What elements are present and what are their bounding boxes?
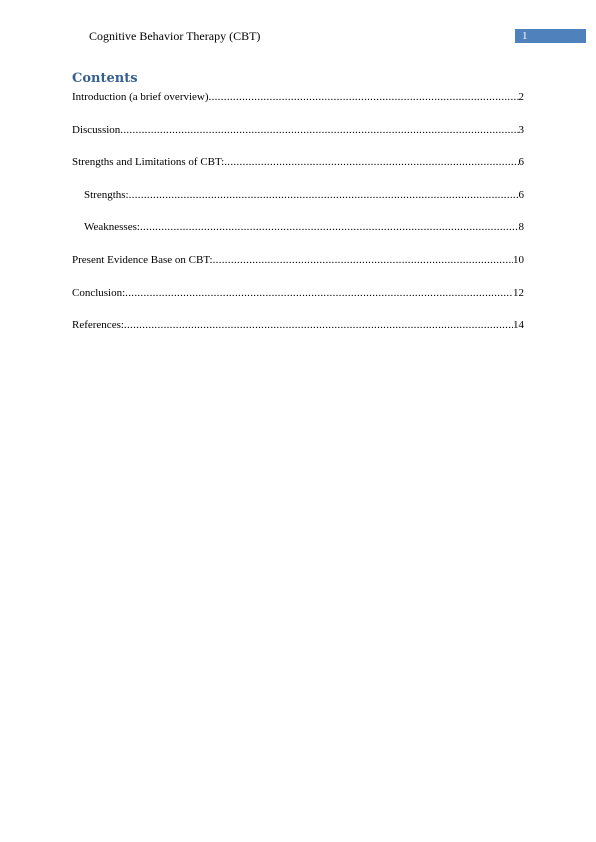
toc-entry-conclusion[interactable] (72, 286, 524, 301)
toc-entry-label: Strengths: (84, 188, 129, 201)
toc-entry-page: 6 (518, 188, 524, 201)
table-of-contents (72, 90, 524, 351)
header-title: Cognitive Behavior Therapy (CBT) (89, 29, 261, 43)
toc-entry-label: Present Evidence Base on CBT: (72, 253, 213, 266)
toc-entry-introduction[interactable] (72, 90, 524, 105)
toc-entry-references[interactable] (72, 318, 524, 333)
toc-entry-label: Weaknesses: (84, 221, 140, 234)
toc-entry-page: 12 (513, 286, 524, 299)
toc-dot-leader (213, 253, 513, 268)
toc-entry-page: 8 (518, 221, 524, 234)
toc-entry-page: 10 (513, 253, 524, 266)
toc-entry-discussion[interactable] (72, 123, 524, 138)
toc-entry-page: 3 (518, 123, 524, 136)
toc-dot-leader (120, 123, 518, 138)
toc-dot-leader (209, 90, 519, 105)
toc-dot-leader (124, 318, 513, 333)
toc-entry-label: Introduction (a brief overview) (72, 91, 209, 103)
toc-dot-leader (224, 155, 518, 170)
toc-entry-label: Strengths and Limitations of CBT: (72, 156, 225, 169)
toc-entry-label: Discussion (72, 123, 121, 136)
toc-entry-weaknesses[interactable] (72, 220, 524, 235)
toc-heading: Contents (72, 71, 138, 86)
toc-entry-page: 2 (518, 91, 524, 103)
page-number-badge: 1 (515, 29, 586, 43)
toc-dot-leader (129, 188, 519, 203)
toc-entry-label: Conclusion: (72, 286, 126, 299)
toc-entry-page: 14 (513, 319, 524, 332)
toc-dot-leader (140, 220, 519, 235)
toc-entry-evidence-base[interactable] (72, 253, 524, 268)
toc-entry-strengths[interactable] (72, 188, 524, 203)
toc-entry-strengths-limitations[interactable] (72, 155, 524, 170)
toc-dot-leader (125, 286, 513, 301)
toc-entry-label: References: (72, 319, 124, 332)
toc-entry-page: 6 (518, 156, 524, 169)
